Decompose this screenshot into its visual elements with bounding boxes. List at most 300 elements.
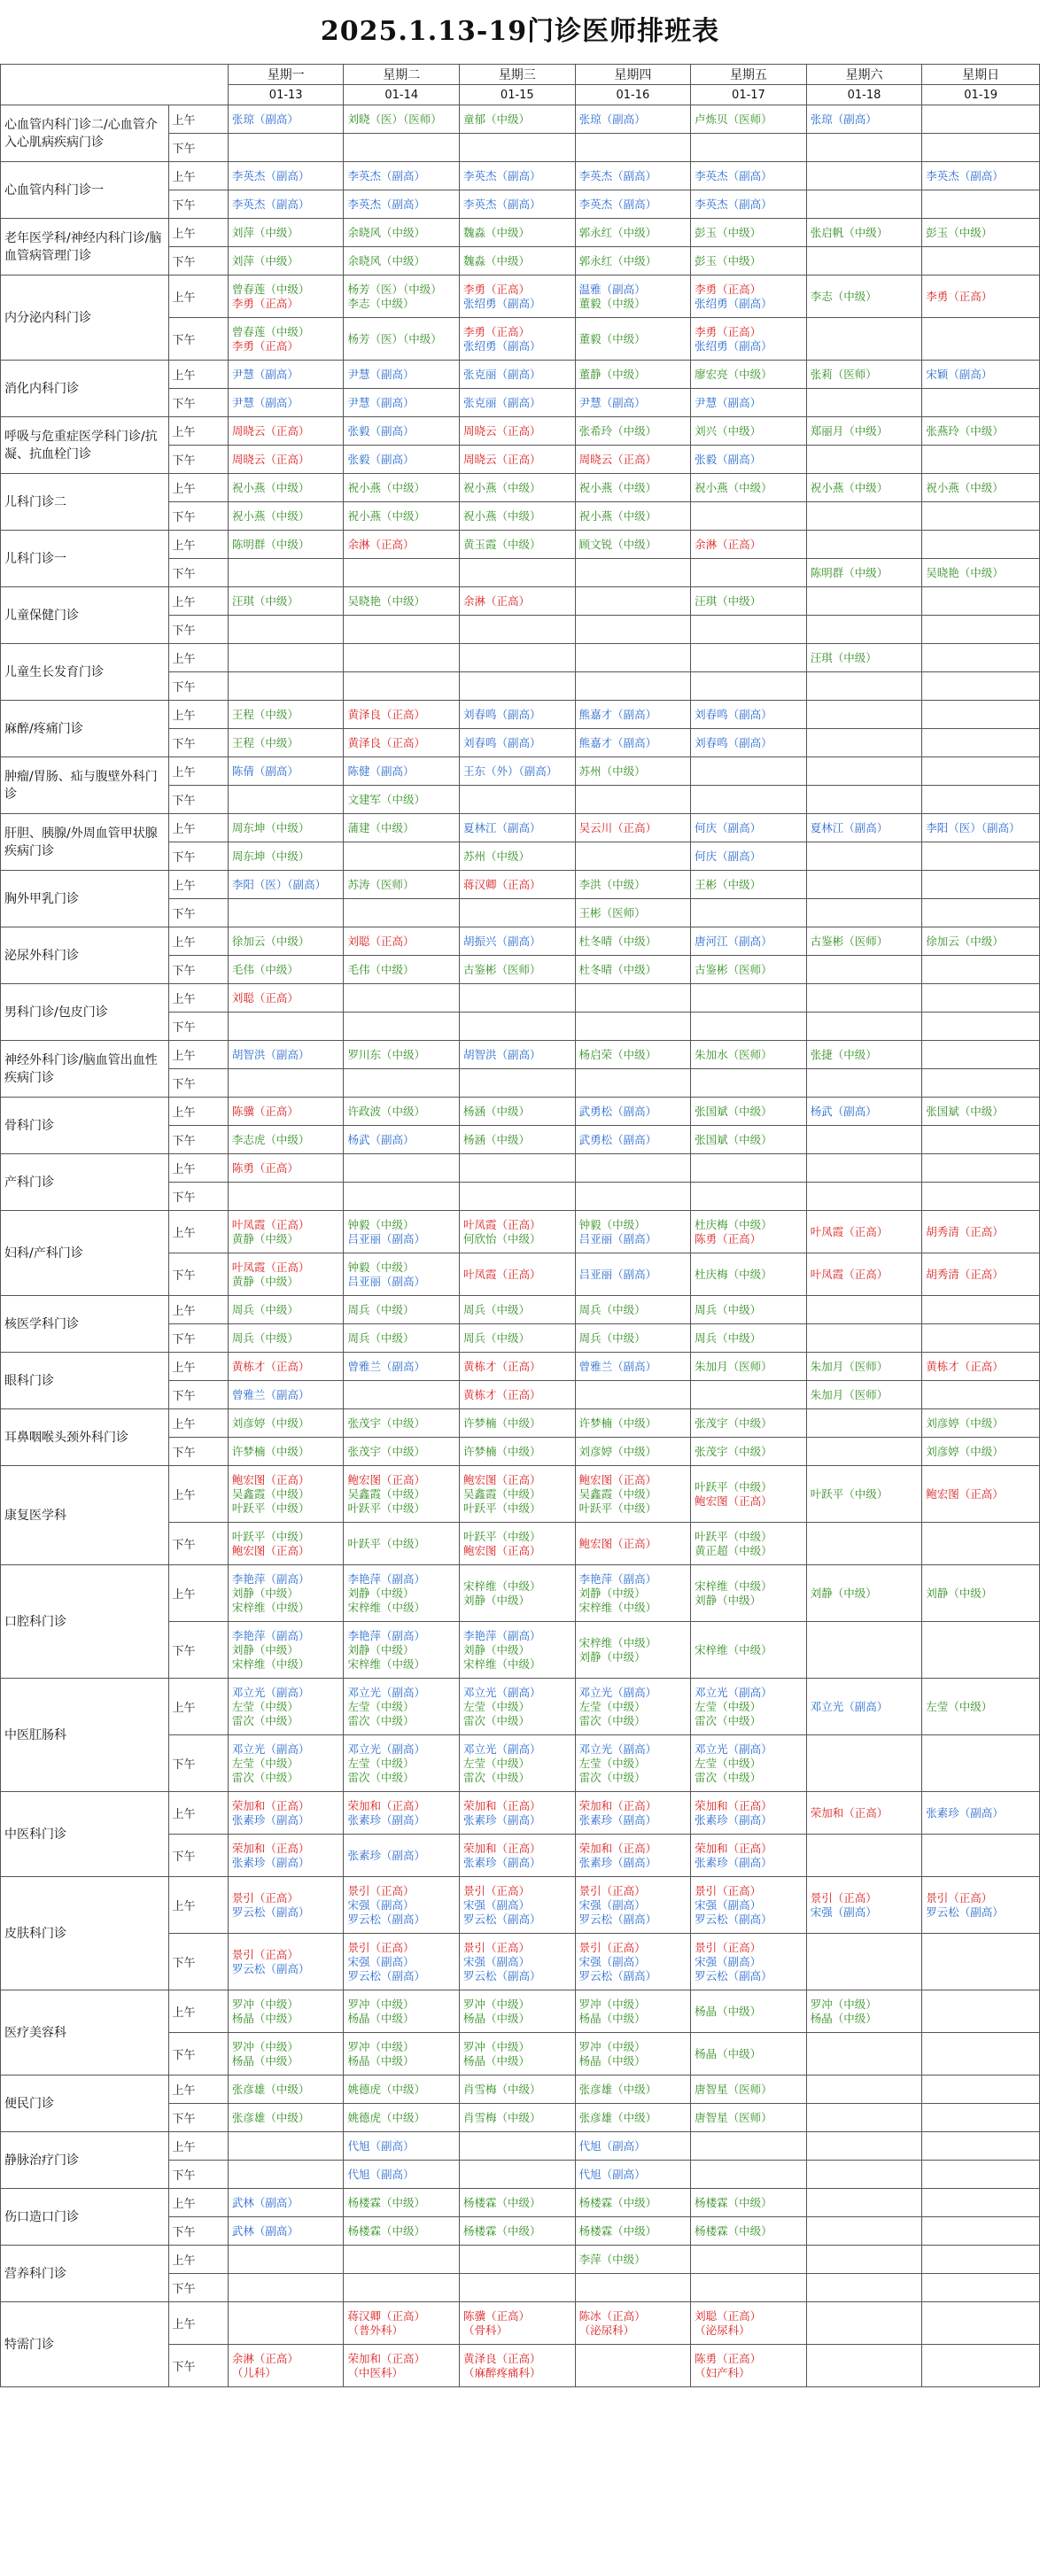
schedule-cell	[344, 2345, 460, 2387]
doctor-entry: 吕亚丽（副高）	[347, 1274, 425, 1288]
doctor-entry: 张素珍（副高）	[695, 1855, 772, 1869]
doctor-entry: 周兵（中级）	[231, 1302, 299, 1316]
session-label: 上午	[168, 531, 228, 559]
department-name: 儿科门诊二	[1, 474, 169, 531]
schedule-cell	[922, 1792, 1040, 1835]
doctor-entry: 童郁（中级）	[463, 112, 531, 126]
schedule-cell	[691, 814, 807, 842]
schedule-cell	[228, 2076, 344, 2104]
doctor-entry: 李英杰（副高）	[578, 197, 657, 211]
doctor-entry: 张素珍（副高）	[578, 1855, 657, 1869]
doctor-entry: 李志（中级）	[347, 296, 415, 310]
schedule-cell	[806, 899, 922, 927]
doctor-entry: 陈明群（中级）	[231, 537, 310, 551]
schedule-cell	[228, 2246, 344, 2274]
schedule-cell	[344, 1934, 460, 1990]
doctor-entry: 唐河江（副高）	[695, 934, 772, 948]
schedule-cell	[228, 1792, 344, 1835]
schedule-cell	[344, 1126, 460, 1154]
doctor-entry: 王彬（医师）	[578, 905, 646, 919]
schedule-cell	[460, 1934, 576, 1990]
session-label: 上午	[168, 105, 228, 134]
doctor-entry: 杨芳（医）（中级）	[347, 282, 442, 296]
doctor-entry: 荣加和（正高）	[347, 2351, 425, 2365]
doctor-entry: 王程（中级）	[231, 707, 299, 721]
doctor-entry: 李英杰（副高）	[231, 168, 310, 182]
day-name-header: 星期一	[228, 65, 344, 85]
schedule-cell	[344, 446, 460, 474]
schedule-cell	[344, 2033, 460, 2076]
schedule-cell	[460, 1211, 576, 1253]
schedule-cell	[575, 134, 691, 162]
schedule-cell	[806, 842, 922, 871]
schedule-row	[1, 644, 1040, 672]
doctor-entry: 张彦雄（中级）	[231, 2082, 310, 2096]
doctor-entry: 刘兴（中级）	[695, 423, 762, 438]
doctor-entry: 叶凤霞（正高）	[231, 1260, 310, 1274]
doctor-entry: 宋强（副高）	[463, 1897, 531, 1912]
schedule-cell	[922, 1154, 1040, 1183]
schedule-cell	[806, 587, 922, 616]
doctor-entry: 胡智洪（副高）	[463, 1047, 541, 1061]
doctor-entry: 李英杰（副高）	[347, 197, 425, 211]
schedule-cell	[806, 275, 922, 318]
schedule-cell	[460, 1253, 576, 1296]
schedule-row	[1, 2076, 1040, 2104]
doctor-entry: 尹慧（副高）	[695, 395, 762, 409]
schedule-cell	[691, 1126, 807, 1154]
session-label: 下午	[168, 786, 228, 814]
schedule-row	[1, 927, 1040, 956]
schedule-cell	[575, 984, 691, 1013]
doctor-entry: 吕亚丽（副高）	[578, 1267, 657, 1281]
doctor-entry: 黄静（中级）	[231, 1274, 299, 1288]
schedule-cell	[575, 672, 691, 701]
schedule-cell	[922, 672, 1040, 701]
doctor-entry: 刘彦婷（中级）	[926, 1416, 1004, 1430]
schedule-cell	[344, 1041, 460, 1069]
schedule-cell	[691, 361, 807, 389]
schedule-cell	[922, 1069, 1040, 1098]
schedule-cell	[691, 757, 807, 786]
schedule-cell	[460, 190, 576, 219]
doctor-entry: 邓立光（副高）	[578, 1742, 657, 1756]
schedule-cell	[228, 2302, 344, 2345]
schedule-cell	[575, 2076, 691, 2104]
schedule-cell	[344, 729, 460, 757]
session-label: 下午	[168, 2274, 228, 2302]
doctor-entry: 李英杰（副高）	[463, 197, 541, 211]
schedule-cell	[806, 729, 922, 757]
schedule-cell	[228, 899, 344, 927]
doctor-entry: 宋梓维（中级）	[231, 1657, 310, 1671]
schedule-cell	[228, 2345, 344, 2387]
doctor-entry: 祝小燕（中级）	[578, 508, 657, 523]
doctor-entry: 李艳萍（副高）	[347, 1571, 425, 1586]
schedule-cell	[575, 1735, 691, 1792]
schedule-cell	[922, 190, 1040, 219]
session-label: 上午	[168, 361, 228, 389]
schedule-cell	[228, 701, 344, 729]
schedule-cell	[460, 1438, 576, 1466]
doctor-entry: 古鉴彬（医师）	[810, 934, 889, 948]
doctor-entry: 张国斌（中级）	[926, 1104, 1004, 1118]
schedule-cell	[806, 361, 922, 389]
doctor-entry: 罗冲（中级）	[578, 2039, 646, 2053]
schedule-cell	[460, 2189, 576, 2217]
day-name-header: 星期六	[806, 65, 922, 85]
session-label: 下午	[168, 672, 228, 701]
doctor-entry: 祝小燕（中级）	[463, 508, 541, 523]
doctor-entry: 余晓风（中级）	[347, 225, 425, 239]
day-date-header: 01-18	[806, 85, 922, 105]
doctor-entry: 宋强（副高）	[578, 1954, 646, 1968]
schedule-cell	[460, 1523, 576, 1565]
doctor-entry: 李勇（正高）	[695, 282, 762, 296]
schedule-cell	[228, 616, 344, 644]
schedule-cell	[460, 531, 576, 559]
schedule-cell	[922, 134, 1040, 162]
doctor-entry: （儿科）	[231, 2365, 276, 2379]
doctor-entry: 荣加和（正高）	[347, 1798, 425, 1812]
doctor-entry: 荣加和（正高）	[231, 1841, 310, 1855]
doctor-entry: 景引（正高）	[578, 1940, 646, 1954]
doctor-entry: 罗冲（中级）	[231, 2039, 299, 2053]
schedule-cell	[575, 361, 691, 389]
schedule-cell	[228, 190, 344, 219]
doctor-entry: 叶跃平（中级）	[463, 1501, 541, 1515]
doctor-entry: 陈骥（正高）	[231, 1104, 299, 1118]
schedule-cell	[228, 1523, 344, 1565]
doctor-entry: 张茂宇（中级）	[347, 1444, 425, 1458]
department-name: 中医肛肠科	[1, 1679, 169, 1792]
doctor-entry: 罗冲（中级）	[347, 2039, 415, 2053]
schedule-cell	[575, 786, 691, 814]
schedule-cell	[344, 1069, 460, 1098]
session-label: 上午	[168, 275, 228, 318]
schedule-cell	[460, 2033, 576, 2076]
department-name: 眼科门诊	[1, 1353, 169, 1409]
doctor-entry: 刘静（中级）	[578, 1586, 646, 1600]
schedule-cell	[460, 616, 576, 644]
doctor-entry: 刘静（中级）	[347, 1642, 415, 1657]
session-label: 上午	[168, 2302, 228, 2345]
doctor-entry: 鲍宏图（正高）	[695, 1494, 772, 1508]
schedule-cell	[344, 1792, 460, 1835]
schedule-cell	[806, 927, 922, 956]
doctor-entry: 武林（副高）	[231, 2195, 299, 2209]
doctor-entry: 鲍宏图（正高）	[578, 1536, 657, 1550]
schedule-cell	[806, 1069, 922, 1098]
doctor-entry: 景引（正高）	[231, 1947, 299, 1961]
schedule-row	[1, 1466, 1040, 1523]
day-name-header: 星期日	[922, 65, 1040, 85]
doctor-entry: 罗云松（副高）	[463, 1968, 541, 1982]
schedule-cell	[691, 474, 807, 502]
schedule-cell	[460, 105, 576, 134]
doctor-entry: 鲍宏图（正高）	[231, 1472, 310, 1486]
doctor-entry: 夏林江（副高）	[463, 820, 541, 834]
doctor-entry: 吴晓艳（中级）	[347, 594, 425, 608]
doctor-entry: 叶跃平（中级）	[578, 1501, 657, 1515]
doctor-entry: 许梦楠（中级）	[463, 1444, 541, 1458]
schedule-cell	[344, 1735, 460, 1792]
doctor-entry: 杨晶（中级）	[695, 2046, 762, 2060]
page-title: 2025.1.13-19门诊医师排班表	[320, 16, 720, 47]
doctor-entry: 杨启荣（中级）	[578, 1047, 657, 1061]
schedule-cell	[344, 1381, 460, 1409]
schedule-cell	[344, 417, 460, 446]
schedule-cell	[922, 1438, 1040, 1466]
schedule-cell	[922, 1735, 1040, 1792]
schedule-cell	[922, 1296, 1040, 1324]
schedule-cell	[228, 1183, 344, 1211]
doctor-entry: 宋梓维（中级）	[231, 1600, 310, 1614]
doctor-entry: 吕亚丽（副高）	[347, 1231, 425, 1245]
schedule-cell	[344, 616, 460, 644]
doctor-entry: （中医科）	[347, 2365, 403, 2379]
doctor-entry: 罗云松（副高）	[695, 1912, 772, 1926]
session-label: 上午	[168, 219, 228, 247]
doctor-entry: 雷次（中级）	[347, 1713, 415, 1727]
doctor-entry: 武勇松（副高）	[578, 1104, 657, 1118]
schedule-cell	[228, 2274, 344, 2302]
doctor-entry: 李勇（正高）	[231, 338, 299, 353]
department-name: 男科门诊/包皮门诊	[1, 984, 169, 1041]
schedule-cell	[691, 2274, 807, 2302]
doctor-entry: 朱加月（医师）	[810, 1387, 889, 1401]
schedule-cell	[922, 701, 1040, 729]
schedule-cell	[460, 956, 576, 984]
doctor-entry: 郭永红（中级）	[578, 253, 657, 268]
schedule-cell	[344, 1296, 460, 1324]
session-label: 上午	[168, 871, 228, 899]
doctor-entry: 杜冬晴（中级）	[578, 934, 657, 948]
schedule-cell	[575, 1835, 691, 1877]
schedule-cell	[460, 1069, 576, 1098]
schedule-cell	[344, 1211, 460, 1253]
doctor-entry: 景引（正高）	[695, 1883, 762, 1897]
doctor-entry: 周兵（中级）	[347, 1331, 415, 1345]
schedule-cell	[460, 389, 576, 417]
doctor-entry: 叶跃平（中级）	[231, 1501, 310, 1515]
doctor-entry: 周晓云（正高）	[463, 423, 541, 438]
doctor-entry: 荣加和（正高）	[463, 1798, 541, 1812]
doctor-entry: 李英杰（副高）	[347, 168, 425, 182]
doctor-entry: 唐智星（医师）	[695, 2110, 772, 2124]
schedule-cell	[691, 1990, 807, 2033]
schedule-cell	[344, 786, 460, 814]
doctor-entry: 张素珍（副高）	[347, 1848, 425, 1862]
doctor-entry: 刘静（中级）	[926, 1586, 993, 1600]
schedule-cell	[806, 1353, 922, 1381]
doctor-entry: 胡秀清（正高）	[926, 1267, 1004, 1281]
schedule-cell	[922, 559, 1040, 587]
department-name: 特需门诊	[1, 2302, 169, 2387]
doctor-entry: 顾文锐（中级）	[578, 537, 657, 551]
doctor-entry: 郑丽月（中级）	[810, 423, 889, 438]
doctor-entry: 张国斌（中级）	[695, 1104, 772, 1118]
schedule-cell	[691, 1183, 807, 1211]
schedule-cell	[691, 318, 807, 361]
doctor-entry: 鲍宏图（正高）	[463, 1543, 541, 1557]
schedule-cell	[575, 105, 691, 134]
schedule-cell	[806, 2161, 922, 2189]
doctor-entry: 曾春莲（中级）	[231, 324, 310, 338]
schedule-cell	[460, 1679, 576, 1735]
doctor-entry: 徐加云（中级）	[926, 934, 1004, 948]
schedule-cell	[460, 587, 576, 616]
doctor-entry: 卢炼贝（医师）	[695, 112, 772, 126]
doctor-entry: 黄泽良（正高）	[347, 707, 425, 721]
session-label: 下午	[168, 1934, 228, 1990]
doctor-entry: 黄栋才（正高）	[463, 1359, 541, 1373]
schedule-cell	[460, 1183, 576, 1211]
doctor-entry: 毛伟（中级）	[347, 962, 415, 976]
session-label: 上午	[168, 2189, 228, 2217]
doctor-entry: 许政波（中级）	[347, 1104, 425, 1118]
schedule-cell	[806, 1211, 922, 1253]
doctor-entry: 余淋（正高）	[463, 594, 531, 608]
schedule-cell	[344, 842, 460, 871]
schedule-cell	[460, 1622, 576, 1679]
doctor-entry: 李艳萍（副高）	[231, 1628, 310, 1642]
schedule-cell	[344, 559, 460, 587]
schedule-cell	[575, 247, 691, 275]
schedule-cell	[575, 927, 691, 956]
doctor-entry: 左莹（中级）	[695, 1699, 762, 1713]
doctor-entry: 左莹（中级）	[926, 1699, 993, 1713]
doctor-entry: 宋强（副高）	[695, 1954, 762, 1968]
doctor-entry: 刘春鸣（副高）	[695, 707, 772, 721]
session-label: 下午	[168, 2161, 228, 2189]
schedule-cell	[691, 1069, 807, 1098]
session-label: 上午	[168, 757, 228, 786]
schedule-cell	[691, 531, 807, 559]
schedule-cell	[806, 1183, 922, 1211]
doctor-entry: 周兵（中级）	[695, 1331, 762, 1345]
schedule-cell	[344, 105, 460, 134]
doctor-entry: 李洪（中级）	[578, 877, 646, 891]
doctor-entry: 罗冲（中级）	[578, 1997, 646, 2011]
doctor-entry: 董静（中级）	[578, 367, 646, 381]
schedule-cell	[691, 871, 807, 899]
doctor-entry: 张国斌（中级）	[695, 1132, 772, 1146]
doctor-entry: 景引（正高）	[347, 1883, 415, 1897]
schedule-cell	[575, 275, 691, 318]
schedule-cell	[691, 2104, 807, 2132]
department-name: 中医科门诊	[1, 1792, 169, 1877]
schedule-cell	[228, 1466, 344, 1523]
session-label: 下午	[168, 502, 228, 531]
schedule-row	[1, 1098, 1040, 1126]
doctor-entry: 宋梓维（中级）	[578, 1600, 657, 1614]
schedule-cell	[460, 1877, 576, 1934]
schedule-cell	[228, 672, 344, 701]
schedule-cell	[806, 2246, 922, 2274]
schedule-cell	[575, 1211, 691, 1253]
schedule-cell	[575, 417, 691, 446]
schedule-cell	[806, 1622, 922, 1679]
session-label: 下午	[168, 2217, 228, 2246]
doctor-entry: 邓立光（副高）	[231, 1742, 310, 1756]
doctor-entry: 余晓风（中级）	[347, 253, 425, 268]
doctor-entry: 张希玲（中级）	[578, 423, 657, 438]
doctor-entry: 刘春鸣（副高）	[695, 735, 772, 749]
session-label: 下午	[168, 1381, 228, 1409]
schedule-row	[1, 1041, 1040, 1069]
schedule-row	[1, 1409, 1040, 1438]
department-name: 医疗美容科	[1, 1990, 169, 2076]
schedule-cell	[460, 701, 576, 729]
doctor-entry: 张克丽（副高）	[463, 367, 541, 381]
doctor-entry: 宋梓维（中级）	[695, 1642, 772, 1657]
day-date-header: 01-19	[922, 85, 1040, 105]
schedule-cell	[922, 2274, 1040, 2302]
schedule-cell	[922, 2217, 1040, 2246]
doctor-entry: 左莹（中级）	[578, 1699, 646, 1713]
doctor-entry: 景引（正高）	[463, 1940, 531, 1954]
doctor-entry: 周晓云（正高）	[231, 452, 310, 466]
doctor-entry: 杨武（副高）	[347, 1132, 415, 1146]
schedule-cell	[460, 1098, 576, 1126]
department-name: 口腔科门诊	[1, 1565, 169, 1679]
schedule-cell	[344, 2132, 460, 2161]
schedule-cell	[922, 644, 1040, 672]
doctor-entry: 李勇（正高）	[926, 289, 993, 303]
doctor-entry: 周晓云（正高）	[463, 452, 541, 466]
schedule-cell	[922, 587, 1040, 616]
doctor-entry: 张素珍（副高）	[695, 1812, 772, 1827]
session-label: 上午	[168, 1211, 228, 1253]
doctor-entry: 张素珍（副高）	[463, 1855, 541, 1869]
schedule-cell	[691, 559, 807, 587]
schedule-cell	[806, 644, 922, 672]
doctor-entry: 李阳（医）（副高）	[231, 877, 327, 891]
doctor-entry: 李英杰（副高）	[695, 168, 772, 182]
session-label: 上午	[168, 1098, 228, 1126]
schedule-cell	[228, 417, 344, 446]
doctor-entry: 罗川东（中级）	[347, 1047, 425, 1061]
schedule-cell	[691, 1466, 807, 1523]
schedule-cell	[575, 2302, 691, 2345]
doctor-entry: 曾春莲（中级）	[231, 282, 310, 296]
schedule-cell	[575, 899, 691, 927]
doctor-entry: 左莹（中级）	[695, 1756, 762, 1770]
doctor-entry: 荣加和（正高）	[578, 1798, 657, 1812]
doctor-entry: 代旭（副高）	[347, 2138, 415, 2153]
schedule-cell	[806, 2132, 922, 2161]
schedule-cell	[691, 162, 807, 190]
doctor-entry: 黄栋才（正高）	[463, 1387, 541, 1401]
schedule-cell	[344, 1877, 460, 1934]
schedule-cell	[460, 729, 576, 757]
doctor-entry: 李艳萍（副高）	[231, 1571, 310, 1586]
schedule-cell	[460, 219, 576, 247]
schedule-cell	[806, 1154, 922, 1183]
schedule-cell	[922, 1041, 1040, 1069]
doctor-entry: 苏州（中级）	[578, 764, 646, 778]
schedule-cell	[344, 1154, 460, 1183]
schedule-row	[1, 361, 1040, 389]
schedule-row	[1, 1154, 1040, 1183]
doctor-entry: 杨晶（中级）	[347, 2011, 415, 2025]
doctor-entry: 刘静（中级）	[231, 1642, 299, 1657]
session-label: 上午	[168, 644, 228, 672]
schedule-cell	[228, 757, 344, 786]
schedule-cell	[575, 1324, 691, 1353]
schedule-cell	[460, 644, 576, 672]
